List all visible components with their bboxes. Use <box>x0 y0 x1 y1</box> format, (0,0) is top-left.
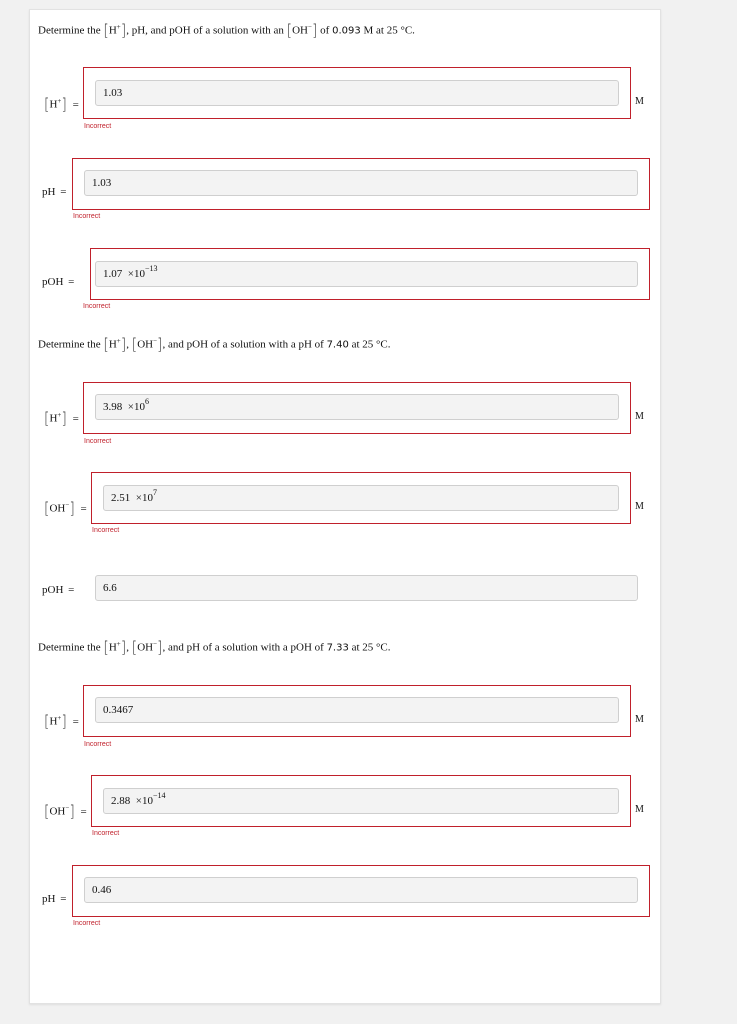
question-3-prompt: Determine the [H+], [OH−], and pH of a solution with a pOH of 7.33 at 25 °C. <box>38 638 391 657</box>
q2-poh-label: pOH = <box>42 584 75 596</box>
oh-ion-term: [OH−] <box>131 638 163 657</box>
q3-ph-input[interactable]: 0.46 <box>84 877 638 903</box>
q1-ph-input[interactable]: 1.03 <box>84 170 638 196</box>
h-ion-term: [H+] <box>103 21 127 40</box>
oh-ion-term: [OH−] <box>131 335 163 354</box>
q1-poh-input[interactable]: $1.07 \times 10^{-13}$ <box>95 261 638 287</box>
q2-h-label: [H+] = <box>44 409 79 428</box>
question-2-prompt: Determine the [H+], [OH−], and pOH of a solution with a pH of 7.40 at 25 °C. <box>38 335 391 354</box>
q3-oh-unit: M <box>635 804 644 815</box>
q2-h-status: Incorrect <box>84 438 112 445</box>
q3-ph-label: pH = <box>42 893 67 905</box>
q1-h-status: Incorrect <box>84 123 112 130</box>
q3-oh-label: [OH−] = <box>44 802 87 821</box>
q3-oh-status: Incorrect <box>92 830 120 837</box>
q2-oh-status: Incorrect <box>92 527 120 534</box>
q2-h-input[interactable]: $3.98 \times 10^6$ <box>95 394 619 420</box>
q1-ph-status: Incorrect <box>73 213 101 220</box>
q2-poh-input[interactable]: 6.6 <box>95 575 638 601</box>
q1-h-label: [H+] = <box>44 95 79 114</box>
q1-ph-label: pH = <box>42 186 67 198</box>
h-ion-term: [H+] <box>103 638 127 657</box>
q1-poh-status: Incorrect <box>83 303 111 310</box>
q3-oh-input[interactable]: $2.88 \times 10^{-14}$ <box>103 788 619 814</box>
q2-h-unit: M <box>635 411 644 422</box>
question-1-prompt: Determine the [H+], pH, and pOH of a solution with an [OH−] of 0.093 M at 25 °C. <box>38 21 415 40</box>
q3-h-status: Incorrect <box>84 741 112 748</box>
q1-h-unit: M <box>635 96 644 107</box>
q3-ph-status: Incorrect <box>73 920 101 927</box>
question-card <box>29 9 661 1004</box>
h-ion-term: [H+] <box>103 335 127 354</box>
q1-h-input[interactable]: 1.03 <box>95 80 619 106</box>
q2-oh-label: [OH−] = <box>44 499 87 518</box>
q3-h-unit: M <box>635 714 644 725</box>
q2-oh-input[interactable]: $2.51 \times 10^7$ <box>103 485 619 511</box>
oh-ion-term: [OH−] <box>286 21 318 40</box>
q1-poh-label: pOH = <box>42 276 75 288</box>
q2-oh-unit: M <box>635 501 644 512</box>
q3-h-input[interactable]: 0.3467 <box>95 697 619 723</box>
q3-h-label: [H+] = <box>44 712 79 731</box>
